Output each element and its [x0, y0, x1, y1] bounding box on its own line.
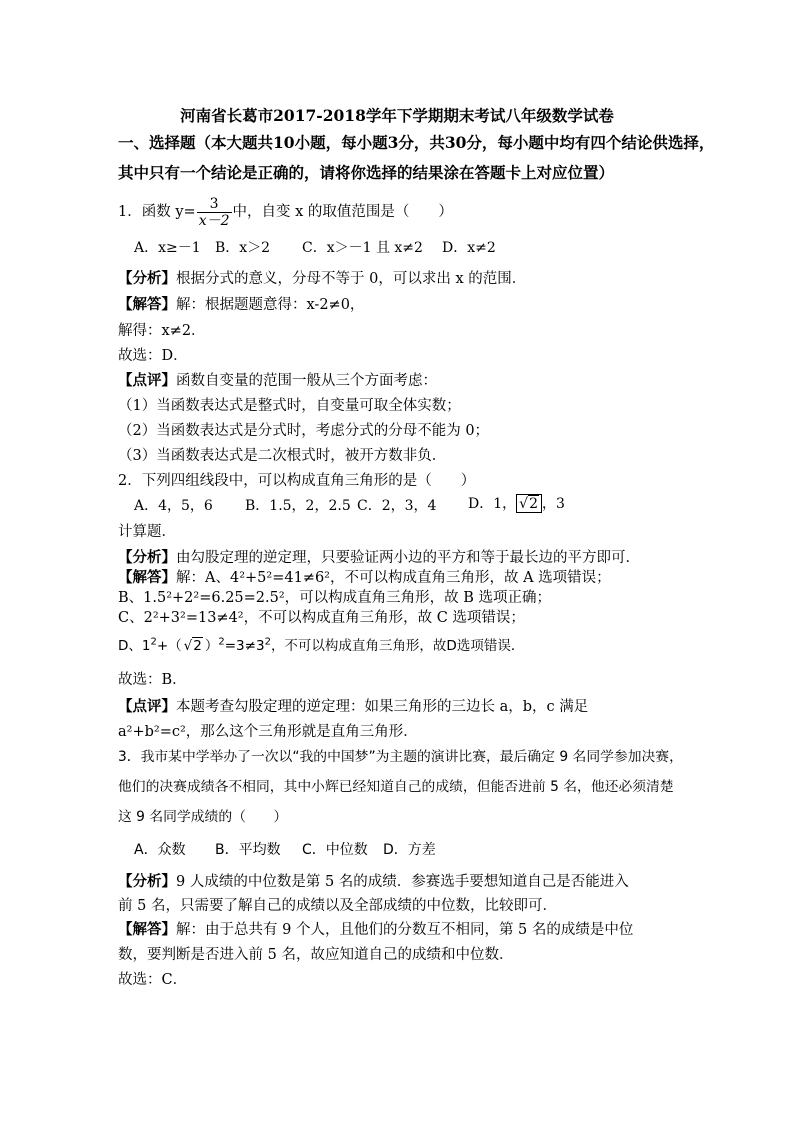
q2-answer-d: [118, 636, 524, 656]
q2-option-c: C．2，3，4: [357, 498, 437, 514]
q2-comment-line2: a²+b²=c²，那么这个三角形就是直角三角形．: [118, 724, 418, 740]
q2-answer-d-sqrt: √2: [183, 638, 202, 654]
q2-answer-d-radicand: 2: [193, 638, 202, 654]
q2-option-d: [468, 494, 565, 514]
q1-comment-line4: （3）当函数表达式是二次根式时，被开方数非负．: [118, 448, 447, 464]
q1-analysis-text: 根据分式的意义，分母不等于 0，可以求出 x 的范围．: [176, 271, 527, 287]
q3-answer-line1: 解：由于总共有 9 个人，且他们的分数互不相同，第 5 名的成绩是中位: [176, 922, 634, 938]
q1-answer-line3: 故选：D．: [118, 348, 188, 364]
section-heading-line2: 其中只有一个结论是正确的，请将你选择的结果涂在答题卡上对应位置）: [118, 163, 615, 182]
q2-option-d-text: D．1，: [468, 496, 517, 512]
q1-comment-label: 【点评】: [118, 372, 176, 389]
q1-comment-line1: 函数自变量的范围一般从三个方面考虑：: [176, 373, 437, 389]
q3-analysis-line2: 前 5 名，只需要了解自己的成绩以及全部成绩的中位数，比较即可．: [118, 898, 557, 914]
q2-option-b: B．1.5，2，2.5: [245, 498, 351, 514]
q2-answer-d-mid: =3≠3: [224, 638, 265, 654]
q3-analysis-label: 【分析】: [118, 873, 176, 890]
q3-answer-label: 【解答】: [118, 921, 176, 938]
q1-frac-den: x－2: [198, 212, 230, 229]
q1-answer-label: 【解答】: [118, 296, 176, 313]
q2-answer-d-exp3: 2: [264, 636, 271, 648]
q1-comment-line2: （1）当函数表达式是整式时，自变量可取全体实数；: [118, 398, 461, 414]
q2-answer-a: 解：A、4²+5²=41≠6²，不可以构成直角三角形，故 A 选项错误；: [176, 570, 611, 586]
q1-option-a: A．x≥－1: [134, 240, 201, 256]
q2-answer-d-tail: ，不可以构成直角三角形，故D选项错误．: [270, 638, 525, 654]
q3-analysis: [118, 872, 629, 892]
q1-comment: [118, 371, 437, 391]
q2-answer-c: C、2²+3²=13≠4²，不可以构成直角三角形，故 C 选项错误；: [118, 610, 525, 626]
q1-option-d: D．x≠2: [442, 240, 496, 256]
q3-stem-line1: 3．我市某中学举办了一次以“我的中国梦”为主题的演讲比赛，最后确定 9 名同学参加决赛，: [118, 749, 683, 765]
q2-analysis: [118, 548, 640, 568]
q2-answer: [118, 568, 611, 588]
q2-stem: 2．下列四组线段中，可以构成直角三角形的是（ ）: [118, 473, 476, 489]
q1-frac-num: 3: [209, 195, 219, 212]
q1-option-b: B．x＞2: [215, 240, 271, 256]
q2-comment-line1: 本题考查勾股定理的逆定理：如果三角形的三边长 a，b，c 满足: [176, 699, 589, 715]
q3-option-c: C．中位数: [302, 842, 368, 858]
q2-option-d-radicand: 2: [529, 496, 538, 512]
q3-answer-line2: 数，要判断是否进入前 5 名，故应知道自己的成绩和中位数．: [118, 947, 514, 963]
section-heading-line1: 一、选择题（本大题共10小题，每小题3分，共30分，每小题中均有四个结论供选择，: [118, 133, 715, 152]
q2-option-a: A．4，5，6: [134, 498, 213, 514]
q3-stem-line2: 他们的决赛成绩各不相同，其中小辉已经知道自己的成绩，但能否进前 5 名，他还必须清楚: [118, 779, 674, 795]
q2-answer-b: B、1.5²+2²=6.25=2.5²，可以构成直角三角形，故 B 选项正确；: [118, 590, 552, 606]
q3-option-a: A．众数: [134, 842, 186, 858]
q3-choose: 故选：C．: [118, 972, 188, 988]
q3-option-b: B．平均数: [215, 842, 281, 858]
q2-answer-d-plus: +（: [156, 638, 182, 654]
q1-fraction: [197, 196, 232, 229]
q2-answer-d-exp2: 2: [218, 636, 225, 648]
q2-option-d-sqrt: √2: [516, 494, 542, 513]
q2-analysis-label: 【分析】: [118, 549, 176, 566]
q1-analysis-label: 【分析】: [118, 270, 176, 287]
q3-answer: [118, 920, 633, 940]
q1-stem: [118, 195, 453, 229]
q2-note: 计算题．: [118, 524, 176, 540]
q3-stem-line3: 这 9 名同学成绩的（ ）: [118, 809, 288, 825]
q2-answer-d-exp1: 2: [150, 636, 157, 648]
exam-title: 河南省长葛市2017-2018学年下学期期末考试八年级数学试卷: [180, 106, 614, 125]
q2-option-d-tail: ，3: [541, 496, 565, 512]
q1-comment-line3: （2）当函数表达式是分式时，考虑分式的分母不能为 0；: [118, 423, 490, 439]
q2-analysis-text: 由勾股定理的逆定理，只要验证两小边的平方和等于最长边的平方即可．: [176, 550, 640, 566]
q1-analysis: [118, 269, 526, 289]
q1-answer-line2: 解得：x≠2．: [118, 323, 206, 339]
q2-comment: [118, 697, 588, 717]
q1-suffix: 中，自变 x 的取值范围是（ ）: [232, 204, 453, 220]
q2-choose: 故选：B．: [118, 672, 187, 688]
q2-comment-label: 【点评】: [118, 698, 176, 715]
q3-option-d: D．方差: [383, 842, 436, 858]
q1-answer: [118, 295, 364, 315]
q2-answer-d-close: ）: [204, 638, 219, 654]
q1-option-c: C．x＞－1 且 x≠2: [302, 240, 423, 256]
q1-answer-line1: 解：根据题题意得：x-2≠0，: [176, 297, 365, 313]
q3-analysis-line1: 9 人成绩的中位数是第 5 名的成绩．参赛选手要想知道自己是否能进入: [176, 874, 629, 890]
q1-prefix: 1．函数 y=: [118, 204, 196, 220]
q2-answer-label: 【解答】: [118, 569, 176, 586]
q2-answer-d-prefix: D、1: [118, 638, 151, 654]
